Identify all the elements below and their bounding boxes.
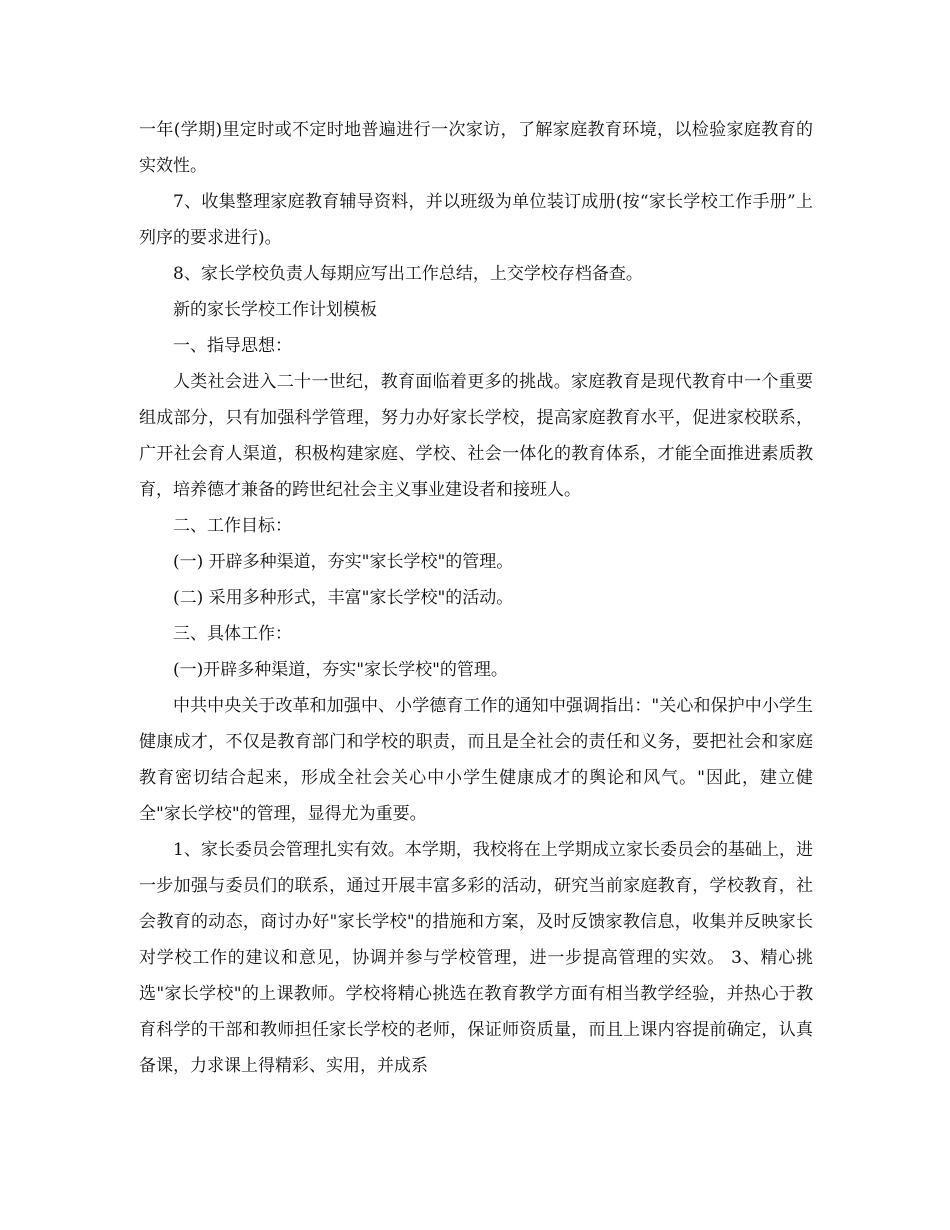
subheading-management: (一)开辟多种渠道，夯实"家长学校"的管理。 <box>173 660 508 680</box>
paragraph-central-notice: 中共中央关于改革和加强中、小学德育工作的通知中强调指出："关心和保护中小学生健康成才，不仅是教育部门和学校的职责，而且是全社会的责任和义务，要把社会和家庭教育密切结合起来，形成全社会关心中小学生健康成才的舆论和风气。"因此，建立健全"家长学校"的管理，显得尤为重要。 <box>139 696 813 824</box>
section-title-plan-template: 新的家长学校工作计划模板 <box>173 300 377 320</box>
heading-specific-work: 三、具体工作： <box>173 624 292 644</box>
paragraph-parent-committee: 1、家长委员会管理扎实有效。本学期，我校将在上学期成立家长委员会的基础上，进一步加强与委员们的联系，通过开展丰富多彩的活动，研究当前家庭教育，学校教育，社会教育的动态，商讨办好"家长学校"的措施和方案，及时反馈家教信息，收集并反映家长对学校工作的建议和意见，协调并参与学校管理，进一步提高管理的实效。 3、精心挑选"家长学校"的上课教师。学校将精心挑选在教育教学方面有相当教学经验，并热心于教育科学的干部和教师担任家长学校的老师，保证师资质量，而且上课内容提前确定，认真备课，力求课上得精彩、实用，并成系 <box>139 840 813 1076</box>
heading-guiding-ideology: 一、指导思想： <box>173 336 292 356</box>
document-body <box>139 112 813 1084</box>
paragraph-home-visit-continued: 一年(学期)里定时或不定时地普遍进行一次家访，了解家庭教育环境，以检验家庭教育的实效性。 <box>139 120 813 176</box>
heading-work-goals: 二、工作目标： <box>173 516 292 536</box>
goal-item-2: (二) 采用多种形式，丰富"家长学校"的活动。 <box>173 588 514 608</box>
paragraph-item-8: 8、家长学校负责人每期应写出工作总结，上交学校存档备查。 <box>173 264 643 284</box>
goal-item-1: (一) 开辟多种渠道，夯实"家长学校"的管理。 <box>173 552 514 572</box>
paragraph-item-7: 7、收集整理家庭教育辅导资料，并以班级为单位装订成册(按“家长学校工作手册”上列序的要求进行)。 <box>139 192 813 248</box>
paragraph-guiding-ideology: 人类社会进入二十一世纪，教育面临着更多的挑战。家庭教育是现代教育中一个重要组成部分，只有加强科学管理，努力办好家长学校，提高家庭教育水平，促进家校联系，广开社会育人渠道，积极构建家庭、学校、社会一体化的教育体系，才能全面推进素质教育，培养德才兼备的跨世纪社会主义事业建设者和接班人。 <box>139 372 813 500</box>
